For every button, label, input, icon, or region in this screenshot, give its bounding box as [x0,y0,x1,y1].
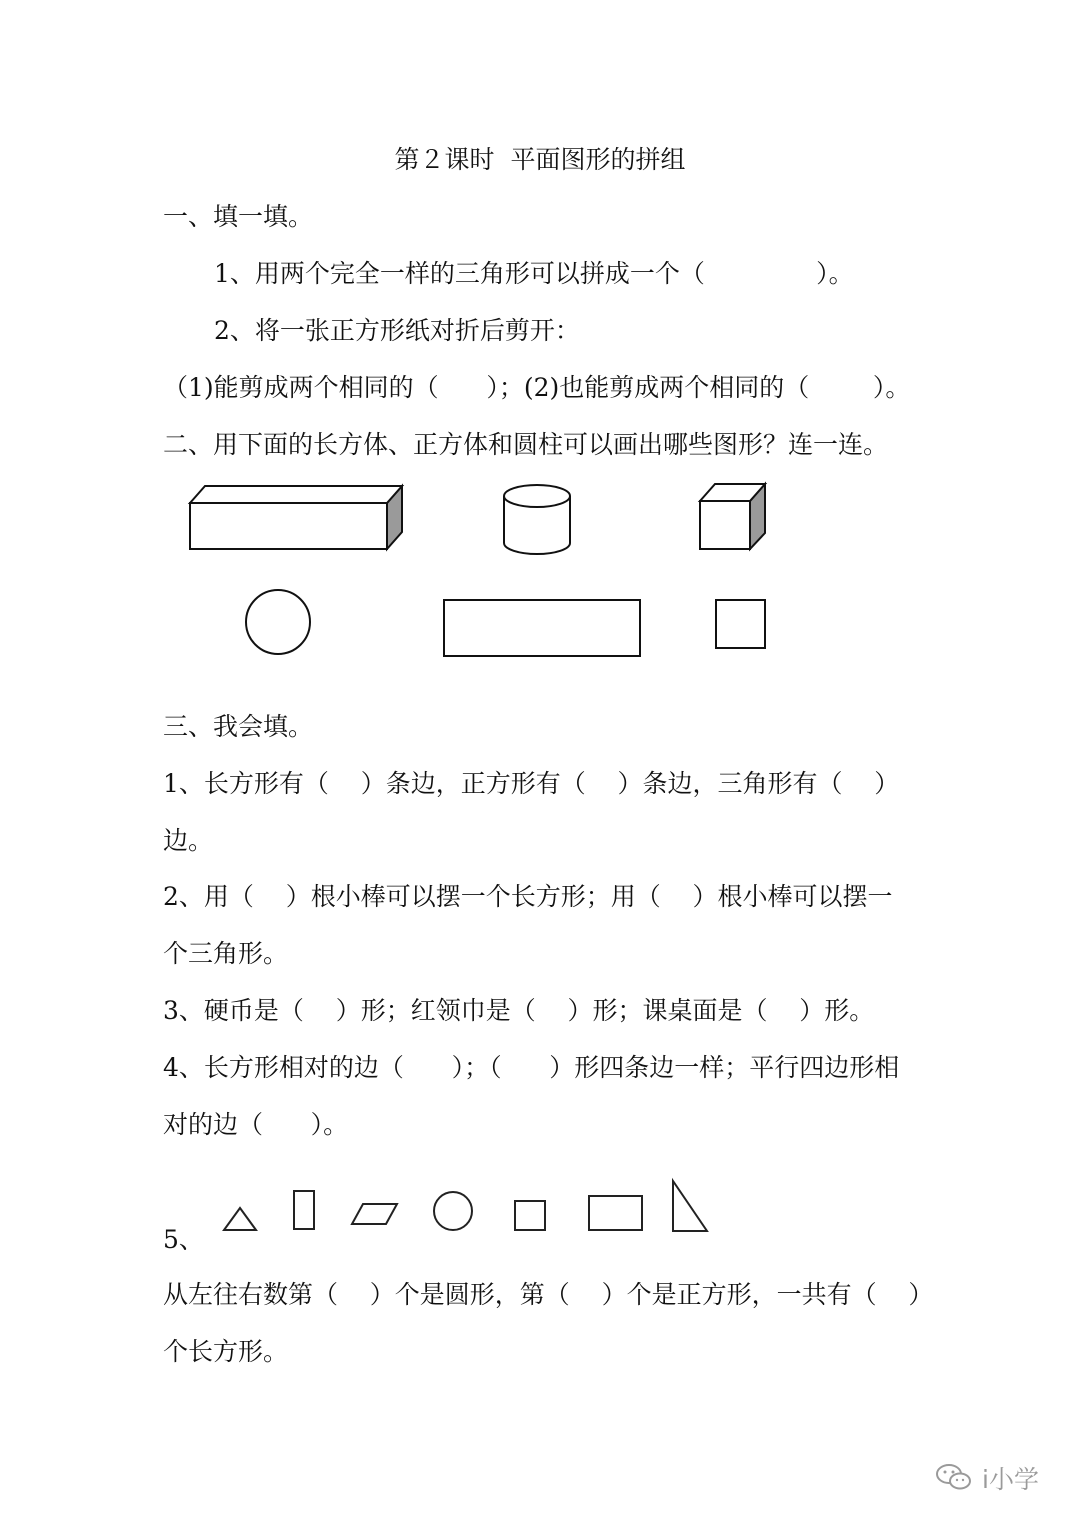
section3-q1-line1: 1、长方形有（ ）条边，正方形有（ ）条边，三角形有（ ） [163,769,900,798]
plane-rectangle [444,600,640,656]
section1-heading: 一、填一填。 [163,202,314,231]
section3-q3: 3、硬币是（ ）形；红领巾是（ ）形；课桌面是（ ）形。 [163,996,875,1025]
section3-q4-line1: 4、长方形相对的边（ ）；（ ）形四条边一样；平行四边形相 [163,1053,900,1082]
cube-figure [700,484,765,549]
cuboid-top [190,486,402,503]
section1-q1: 1、用两个完全一样的三角形可以拼成一个（ ）。 [214,259,854,288]
q5-shape-2-rectangle [294,1191,314,1229]
section3-q5-label: 5、 [163,1225,204,1254]
q5-shape-5-square [515,1201,545,1230]
section2-heading: 二、用下面的长方体、正方体和圆柱可以画出哪些图形？连一连。 [163,430,889,459]
wechat-icon [935,1462,973,1492]
plane-square [716,600,765,648]
cylinder-figure [504,485,570,554]
cuboid-figure [190,486,402,549]
cuboid-front [190,503,387,549]
page-title: 第２课时 平面图形的拼组 [394,145,686,174]
section3-q5-line1: 从左往右数第（ ）个是圆形，第（ ）个是正方形，一共有（ ） [163,1280,934,1309]
section3-heading: 三、我会填。 [163,712,314,741]
section3-q2-line1: 2、用（ ）根小棒可以摆一个长方形；用（ ）根小棒可以摆一 [163,882,893,911]
q5-shape-4-circle [434,1192,472,1230]
section3-q5-line2: 个长方形。 [163,1337,289,1366]
section3-q1-line2: 边。 [163,826,214,855]
q5-shape-7-right-triangle [673,1181,707,1231]
section1-q2: 2、将一张正方形纸对折后剪开： [214,316,580,345]
plane-circle [246,590,310,654]
q5-shape-1-triangle [224,1208,256,1230]
watermark-text: i小学 [982,1465,1039,1494]
section3-q2-line2: 个三角形。 [163,939,289,968]
cylinder-top [504,485,570,507]
section1-q2-sub: （1)能剪成两个相同的（ ）；(2)也能剪成两个相同的（ ）。 [163,373,911,402]
section3-q4-line2: 对的边（ ）。 [163,1110,349,1139]
cube-front [700,501,750,549]
q5-shape-6-rectangle [589,1196,642,1230]
q5-shape-3-parallelogram [352,1204,397,1224]
